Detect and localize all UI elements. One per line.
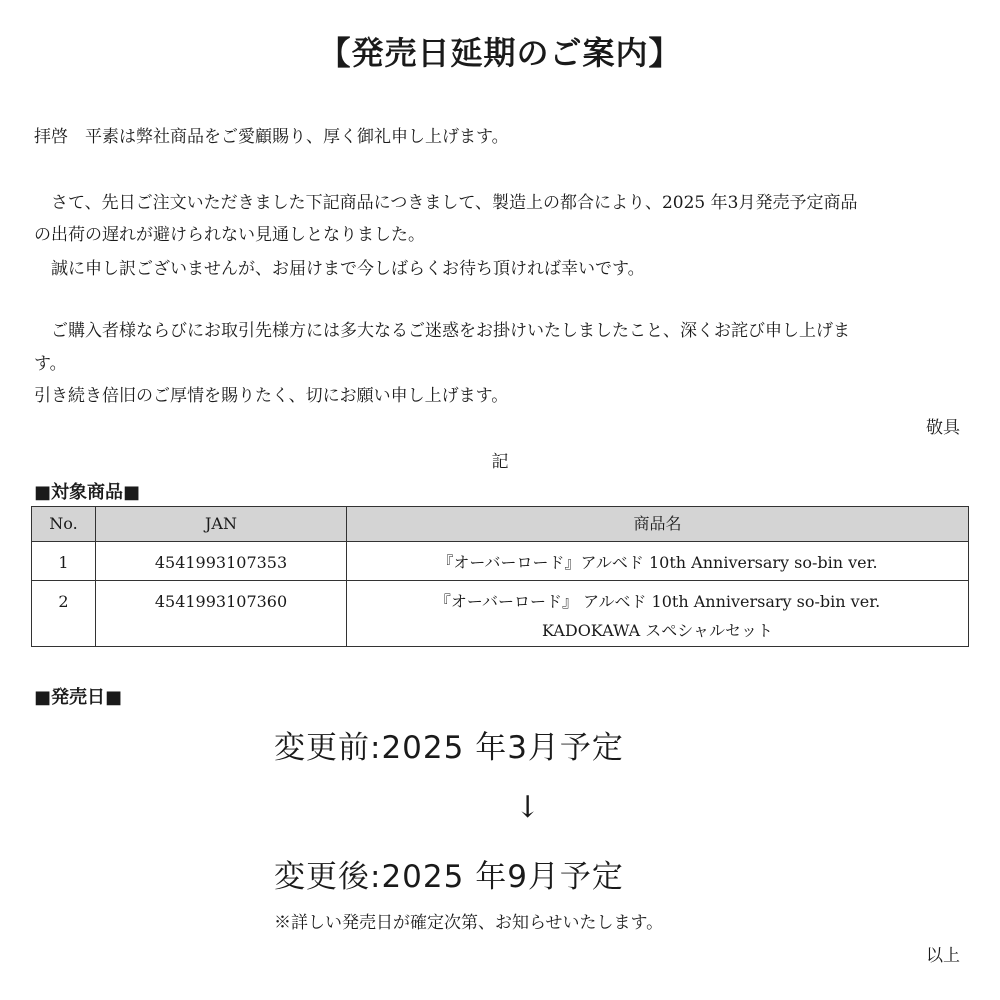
- cell-product-name: [347, 581, 969, 647]
- release-date-heading: ■発売日■: [34, 687, 123, 708]
- cell-no: 2: [32, 581, 96, 647]
- table-header-row: [32, 507, 969, 542]
- table-row: [32, 581, 969, 647]
- cell-jan: 4541993107360: [96, 581, 347, 647]
- cell-no: 1: [32, 542, 96, 581]
- column-header-product-name: 商品名: [347, 507, 969, 542]
- body-paragraph-1-line-3: 誠に申し訳ございませんが、お届けまで今しばらくお待ち頂ければ幸いです。: [34, 259, 645, 279]
- ki-marker: 記: [491, 452, 509, 472]
- product-name-line-2: KADOKAWA スペシャルセット: [542, 621, 773, 640]
- release-date-note: ※詳しい発売日が確定次第、お知らせいたします。: [274, 913, 664, 933]
- down-arrow-icon: ↓: [515, 790, 541, 825]
- release-date-before: 変更前:2025 年3月予定: [274, 730, 624, 766]
- notice-title: 【発売日延期のご案内】: [318, 34, 682, 72]
- body-paragraph-1-line-2: の出荷の遅れが避けられない見通しとなりました。: [34, 225, 425, 245]
- release-date-after: 変更後:2025 年9月予定: [274, 859, 624, 895]
- greeting-text: 拝啓 平素は弊社商品をご愛顧賜り、厚く御礼申し上げます。: [34, 127, 509, 147]
- body-paragraph-1-line-1: さて、先日ご注文いただきました下記商品につきまして、製造上の都合により、2025 年3月発売予定商品: [34, 193, 858, 213]
- product-name-line: 『オーバーロード』アルベド 10th Anniversary so-bin ver.: [437, 553, 878, 572]
- body-paragraph-2-line-2: す。: [34, 354, 67, 374]
- product-name-line: 『オーバーロード』 アルベド 10th Anniversary so-bin ver.: [434, 592, 881, 611]
- products-table: [31, 506, 969, 647]
- cell-product-name: [347, 542, 969, 581]
- body-paragraph-2-line-3: 引き続き倍旧のご厚情を賜りたく、切にお願い申し上げます。: [34, 386, 509, 406]
- products-heading: ■対象商品■: [34, 482, 141, 503]
- cell-jan: 4541993107353: [96, 542, 347, 581]
- column-header-jan: JAN: [96, 507, 347, 542]
- closing-keigu: 敬具: [926, 418, 960, 438]
- closing-ijou: 以上: [926, 946, 960, 966]
- column-header-no: No.: [32, 507, 96, 542]
- body-paragraph-2-line-1: ご購入者様ならびにお取引先様方には多大なるご迷惑をお掛けいたしましたこと、深くお詫び申し上げま: [34, 321, 850, 341]
- table-row: [32, 542, 969, 581]
